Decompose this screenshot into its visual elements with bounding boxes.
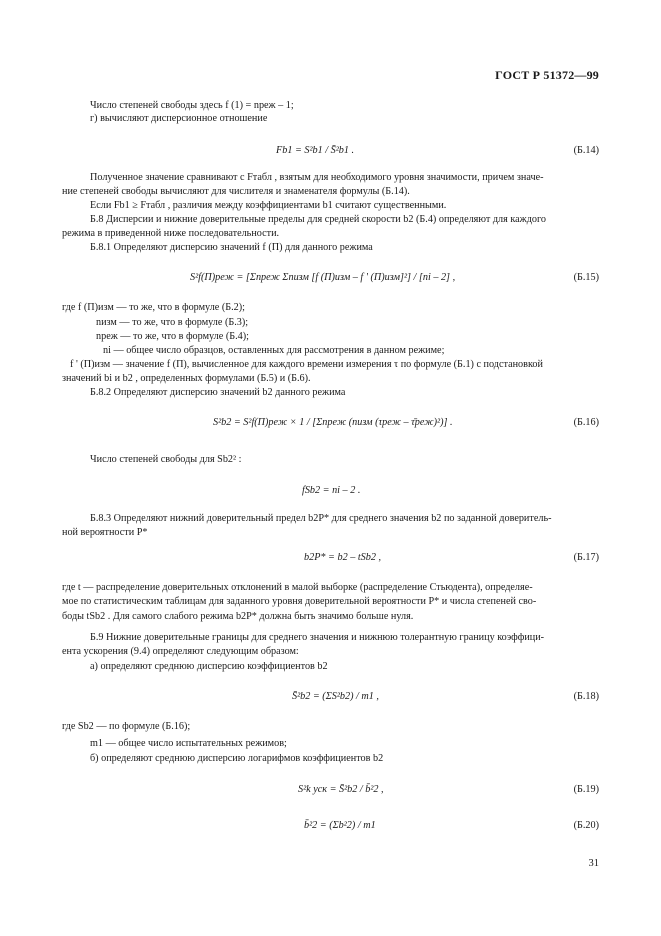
formula-number: (Б.16)	[573, 417, 599, 428]
text-line: Б.8.1 Определяют дисперсию значений f (П) для данного режима	[90, 242, 373, 253]
formula: b̄²2 = (Σb²2) / m1	[304, 820, 376, 831]
text-line: г) вычисляют дисперсионное отношение	[90, 113, 268, 124]
formula-number: (Б.18)	[573, 691, 599, 702]
text-line: Число степеней свободы для Sb2² :	[90, 454, 242, 465]
formula: b2P* = b2 – tSb2 ,	[304, 552, 382, 563]
text-line: Б.8.2 Определяют дисперсию значений b2 данного режима	[90, 387, 346, 398]
text-line: Б.8.3 Определяют нижний доверительный предел b2P* для среднего значения b2 по заданной доверитель-	[90, 513, 552, 524]
formula: S²k уск = S̄²b2 / b̄²2 ,	[298, 784, 384, 795]
document-header: ГОСТ Р 51372—99	[495, 68, 599, 82]
text-line: мое по статистическим таблицам для заданного уровня доверительной вероятности P* и числа степеней сво-	[62, 596, 537, 607]
text-line: ента ускорения (9.4) определяют следующим образом:	[62, 646, 299, 657]
formula: S̄²b2 = (ΣS²b2) / m1 ,	[292, 691, 379, 702]
text-line: nреж — то же, что в формуле (Б.4);	[96, 331, 249, 342]
formula: fSb2 = ni – 2 .	[302, 485, 361, 496]
text-line: где f (П)изм — то же, что в формуле (Б.2);	[62, 302, 245, 313]
formula-number: (Б.15)	[573, 272, 599, 283]
formula: S²b2 = S²f(П)реж × 1 / [Σnреж (nизм (τреж – τ̄реж)²)] .	[213, 417, 453, 428]
formula-number: (Б.19)	[573, 784, 599, 795]
text-line: ной вероятности P*	[62, 527, 148, 538]
text-line: Полученное значение сравнивают с Fтабл , взятым для необходимого уровня значимости, причем значе-	[90, 172, 544, 183]
text-line: Если Fb1 ≥ Fтабл , различия между коэффициентами b1 считают существенными.	[90, 200, 447, 211]
text-line: режима в приведенной ниже последовательности.	[62, 228, 280, 239]
text-line: а) определяют среднюю дисперсию коэффициентов b2	[90, 661, 328, 672]
text-line: где Sb2 — по формуле (Б.16);	[62, 721, 191, 732]
text-line: где t — распределение доверительных отклонений в малой выборке (распределение Стьюдента), определяе-	[62, 582, 533, 593]
text-line: боды tSb2 . Для самого слабого режима b2P* должна быть значимо больше нуля.	[62, 611, 414, 622]
text-line: Б.8 Дисперсии и нижние доверительные пределы для средней скорости b2 (Б.4) определяют для каждого	[90, 214, 546, 225]
formula: S²f(П)реж = [Σnреж Σnизм [f (П)изм – f ' (П)изм]²] / [ni – 2] ,	[190, 272, 456, 283]
formula-number: (Б.14)	[573, 145, 599, 156]
formula-number: (Б.17)	[573, 552, 599, 563]
page-number: 31	[588, 858, 599, 869]
text-line: Число степеней свободы здесь f (1) = nреж – 1;	[90, 100, 294, 111]
formula: Fb1 = S²b1 / S̄²b1 .	[276, 145, 355, 156]
formula-number: (Б.20)	[573, 820, 599, 831]
text-line: f ' (П)изм — значение f (П), вычисленное для каждого времени измерения τ по формуле (Б.1) с подстановкой	[70, 359, 543, 370]
text-line: Б.9 Нижние доверительные границы для среднего значения и нижнюю толерантную границу коэффици-	[90, 632, 545, 643]
text-line: б) определяют среднюю дисперсию логарифмов коэффициентов b2	[90, 753, 384, 764]
text-line: ni — общее число образцов, оставленных для рассмотрения в данном режиме;	[103, 345, 445, 356]
text-line: nизм — то же, что в формуле (Б.3);	[96, 317, 249, 328]
text-line: значений bi и b2 , определенных формулами (Б.5) и (Б.6).	[62, 373, 311, 384]
text-line: m1 — общее число испытательных режимов;	[90, 738, 287, 749]
text-line: ние степеней свободы вычисляют для числителя и знаменателя формулы (Б.14).	[62, 186, 410, 197]
